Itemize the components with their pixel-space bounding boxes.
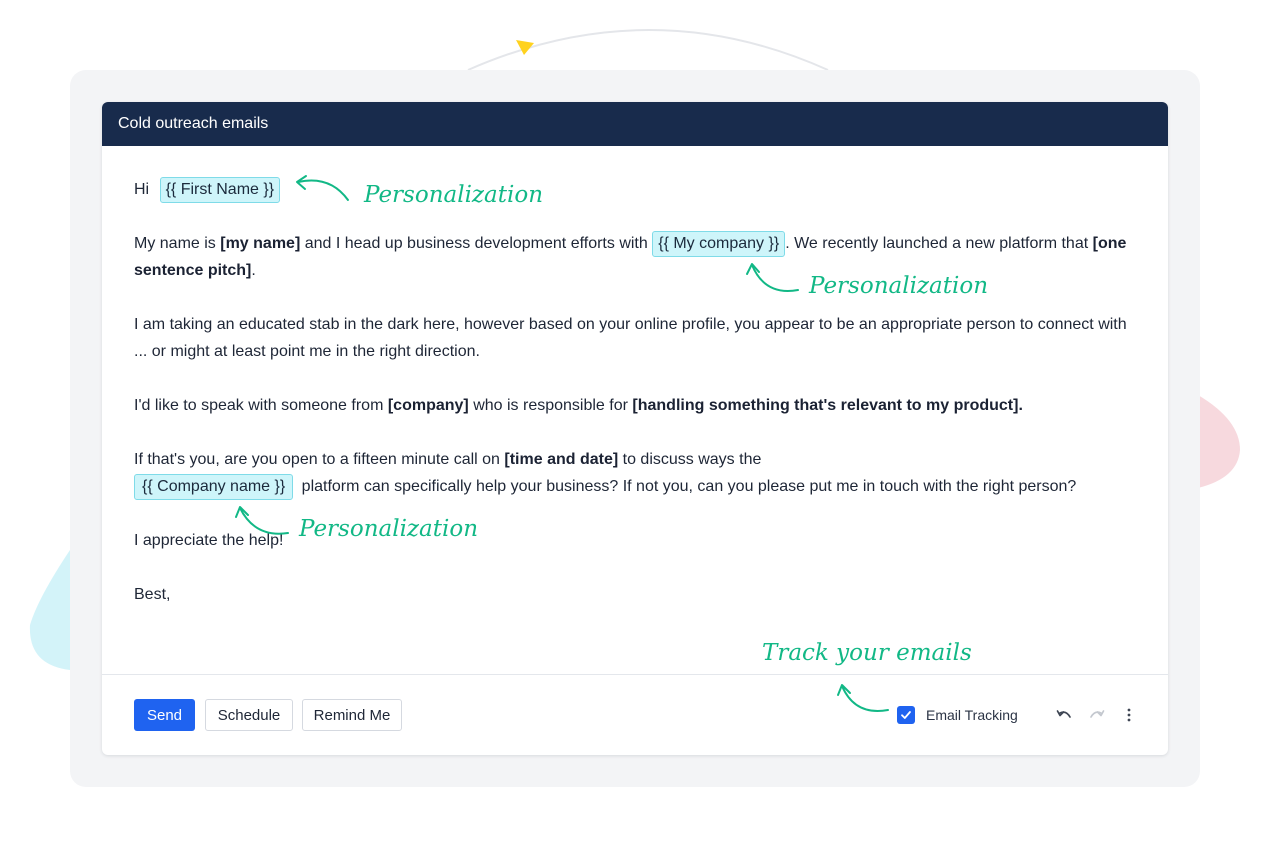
company-placeholder: [company] [387,397,469,414]
intro-text-4: . [251,262,256,279]
remind-me-button[interactable]: Remind Me [302,699,402,731]
speak-text-1: I'd like to speak with someone from [134,397,388,414]
call-text-2: to discuss ways the [618,451,762,468]
my-company-tag[interactable]: {{ My company }} [652,231,785,257]
greeting-line [134,176,1144,203]
card-header-title: Cold outreach emails [102,102,1168,146]
intro-text-3: . We recently launched a new platform that [785,235,1093,252]
more-options-button[interactable] [1119,705,1139,725]
email-tracking-checkbox[interactable] [897,706,915,724]
call-text-3: platform can specifically help your business? If not you, can you please put me in touch with the right person? [297,478,1077,495]
send-button[interactable]: Send [134,699,195,731]
email-tracking-label: Email Tracking [926,707,1018,723]
annotation-track-emails: Track your emails [762,640,972,666]
decorative-blue-blob [30,550,70,670]
email-editor-card [102,102,1168,755]
checkmark-icon [900,709,912,721]
undo-button[interactable] [1054,705,1074,725]
annotation-personalization-2: Personalization [809,273,989,299]
more-vertical-icon [1120,706,1138,724]
company-name-tag[interactable]: {{ Company name }} [134,474,293,500]
paragraph-call [134,446,1144,500]
compose-toolbar [102,674,1168,755]
email-body[interactable] [134,176,1144,608]
email-tracking-toggle[interactable] [897,706,1018,724]
undo-icon [1055,706,1073,724]
paragraph-thanks: I appreciate the help! [134,532,284,549]
handling-placeholder: [handling something that's relevant to my product]. [632,397,1023,414]
annotation-personalization-3: Personalization [299,516,479,542]
redo-icon [1088,706,1106,724]
paragraph-speak [134,392,1144,419]
schedule-button[interactable]: Schedule [205,699,293,731]
annotation-personalization-1: Personalization [364,182,544,208]
speak-text-2: who is responsible for [468,397,633,414]
redo-button[interactable] [1087,705,1107,725]
paragraph-intro [134,230,1144,284]
pitch-placeholder: [one sentence pitch] [134,235,1127,279]
call-text-1: If that's you, are you open to a fifteen minute call on [134,451,505,468]
first-name-tag[interactable]: {{ First Name }} [160,177,281,203]
paragraph-stab: I am taking an educated stab in the dark here, however based on your online profile, you appear to be an appropriate person to connect with ... or might at least point me in the right direction. [134,316,1127,360]
my-name-placeholder: [my name] [220,235,301,252]
intro-text-1: My name is [134,235,221,252]
decorative-pink-blob [1198,395,1240,488]
intro-text-2: and I head up business development efforts with [300,235,653,252]
time-date-placeholder: [time and date] [504,451,619,468]
greeting-text: Hi [134,181,150,198]
signoff: Best, [134,586,171,603]
